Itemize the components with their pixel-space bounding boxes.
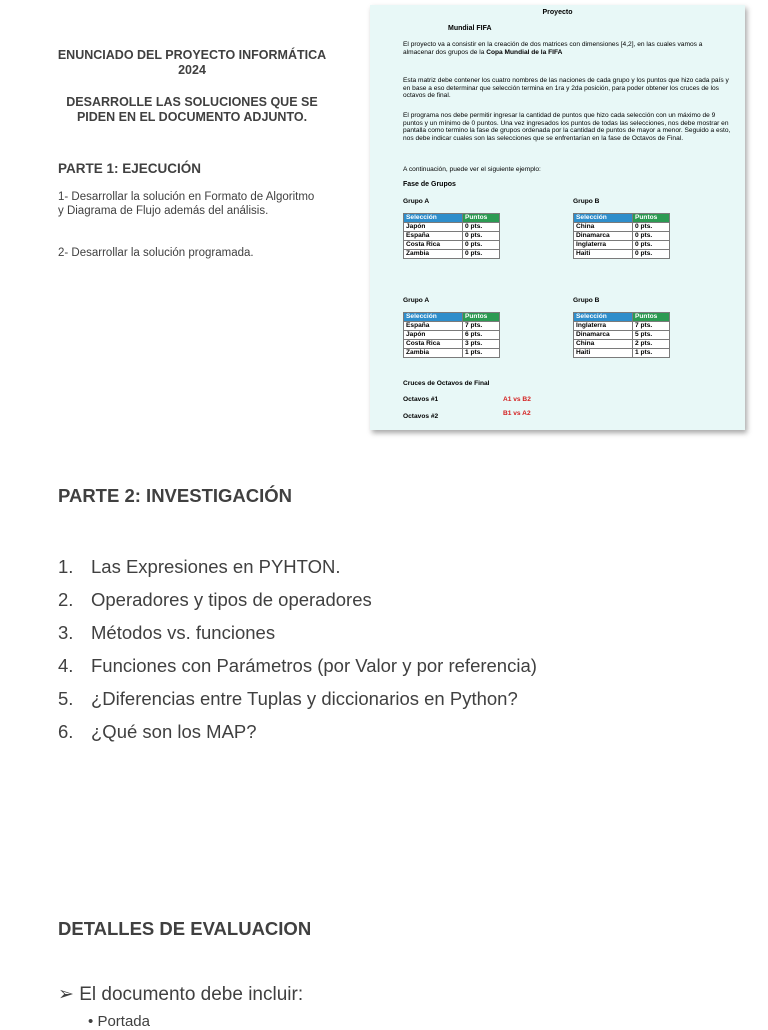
list-item-number: 4. <box>58 655 74 676</box>
octavos-2-value: B1 vs A2 <box>503 410 531 417</box>
table-grupo-a-result <box>403 312 500 358</box>
table-row <box>404 250 500 259</box>
points-cell: 0 pts. <box>463 250 500 259</box>
dot-bullet-icon: • <box>88 1013 94 1030</box>
team-cell: Japón <box>404 223 463 232</box>
team-cell: China <box>574 223 633 232</box>
col-header-puntos: Puntos <box>633 214 670 223</box>
col-header-seleccion: Selección <box>404 313 463 322</box>
evaluacion-heading: DETALLES DE EVALUACION <box>58 918 312 939</box>
instr-line-1: DESARROLLE LAS SOLUCIONES QUE SE <box>66 95 318 109</box>
embedded-project-document <box>370 5 745 430</box>
team-cell: Inglaterra <box>574 241 633 250</box>
points-cell: 1 pts. <box>633 349 670 358</box>
points-cell: 6 pts. <box>463 331 500 340</box>
table-row <box>404 349 500 358</box>
table-row <box>574 331 670 340</box>
table-row <box>574 340 670 349</box>
table-row <box>574 232 670 241</box>
parte1-item-1: 1- Desarrollar la solución en Formato de Algoritmo y Diagrama de Flujo además del análisis. <box>58 191 315 217</box>
points-cell: 3 pts. <box>463 340 500 349</box>
col-header-puntos: Puntos <box>633 313 670 322</box>
project-title <box>52 48 332 78</box>
doc-paragraph-1-text: El proyecto va a consistir en la creación de dos matrices con dimensiones [4,2], en las cuales vamos a almacenar dos grupos de la <box>403 41 703 56</box>
octavos-1-value: A1 vs B2 <box>503 396 531 403</box>
team-cell: España <box>404 322 463 331</box>
doc-cruces-heading: Cruces de Octavos de Final <box>403 380 490 387</box>
list-item-number: 1. <box>58 556 74 577</box>
grupo-b-label-2: Grupo B <box>573 297 600 304</box>
table-row <box>574 223 670 232</box>
team-cell: China <box>574 340 633 349</box>
arrow-bullet-icon: ➢ <box>58 984 74 1005</box>
grupo-a-label-2: Grupo A <box>403 297 430 304</box>
parte2-heading: PARTE 2: INVESTIGACIÓN <box>58 485 293 506</box>
parte2-list <box>58 550 537 748</box>
team-cell: Inglaterra <box>574 322 633 331</box>
list-item-number: 2. <box>58 589 74 610</box>
col-header-puntos: Puntos <box>463 313 500 322</box>
team-cell: Haiti <box>574 349 633 358</box>
table-row <box>574 349 670 358</box>
table-grupo-b-result <box>573 312 670 358</box>
table-grupo-a-initial <box>403 213 500 259</box>
points-cell: 0 pts. <box>633 241 670 250</box>
doc-header-mundial: Mundial FIFA <box>448 25 492 32</box>
doc-paragraph-1 <box>403 41 733 56</box>
title-line-1: ENUNCIADO DEL PROYECTO INFORMÁTICA <box>57 48 327 62</box>
list-item <box>58 583 537 616</box>
table-header-row <box>574 313 670 322</box>
sub-bullet-text: Portada <box>97 1013 150 1030</box>
instructions <box>52 95 332 125</box>
instr-line-2: PIDEN EN EL DOCUMENTO ADJUNTO. <box>76 110 308 124</box>
doc-fase-grupos: Fase de Grupos <box>403 181 456 188</box>
team-cell: Zambia <box>404 349 463 358</box>
team-cell: Dinamarca <box>574 331 633 340</box>
table-row <box>404 340 500 349</box>
doc-paragraph-1-bold: Copa Mundial de la FIFA <box>486 48 563 56</box>
grupo-b-label: Grupo B <box>573 198 600 205</box>
list-item-text: ¿Qué son los MAP? <box>91 721 257 742</box>
team-cell: Costa Rica <box>404 340 463 349</box>
points-cell: 0 pts. <box>633 223 670 232</box>
col-header-seleccion: Selección <box>574 214 633 223</box>
team-cell: Haiti <box>574 250 633 259</box>
list-item-text: Funciones con Parámetros (por Valor y por referencia) <box>91 655 537 676</box>
table-grupo-b-initial <box>573 213 670 259</box>
octavos-1-label: Octavos #1 <box>403 396 439 403</box>
table-row <box>404 331 500 340</box>
doc-paragraph-3: El programa nos debe permitir ingresar la cantidad de puntos que hizo cada selección con un máximo de 9 puntos y un mínimo de 0 puntos. Una vez ingresados los puntos de todas las selecciones, nos debe mostrar en pantalla como termino la fase de grupos ordenada por la cantidad de puntos de mayor a menor. Seguido a esto, nos debe indicar cuales son las selecciones que se enfrentarían en la fase de Octavos de Final. <box>403 112 731 142</box>
col-header-seleccion: Selección <box>404 214 463 223</box>
points-cell: 0 pts. <box>463 223 500 232</box>
list-item <box>58 649 537 682</box>
list-item-text: Métodos vs. funciones <box>91 622 276 643</box>
col-header-puntos: Puntos <box>463 214 500 223</box>
list-item-text: ¿Diferencias entre Tuplas y diccionarios en Python? <box>91 688 518 709</box>
octavos-2-label: Octavos #2 <box>403 413 439 420</box>
doc-paragraph-2: Esta matriz debe contener los cuatro nombres de las naciones de cada grupo y los puntos que hizo cada país y en base a eso determinar que selección termina en 1ra y 2da posición, para poder obtener los cruces de los octavos de final. <box>403 77 729 100</box>
team-cell: Dinamarca <box>574 232 633 241</box>
list-item <box>58 550 537 583</box>
table-row <box>574 322 670 331</box>
points-cell: 1 pts. <box>463 349 500 358</box>
evaluacion-bullet-text: El documento debe incluir: <box>79 984 304 1005</box>
team-cell: España <box>404 232 463 241</box>
list-item-number: 6. <box>58 721 74 742</box>
list-item <box>58 616 537 649</box>
list-item-number: 3. <box>58 622 74 643</box>
title-line-2: 2024 <box>178 63 206 77</box>
points-cell: 0 pts. <box>463 241 500 250</box>
table-row <box>574 250 670 259</box>
list-item <box>58 682 537 715</box>
points-cell: 0 pts. <box>633 232 670 241</box>
list-item-text: Operadores y tipos de operadores <box>91 589 372 610</box>
list-item <box>58 715 537 748</box>
team-cell: Japón <box>404 331 463 340</box>
table-row <box>574 241 670 250</box>
col-header-seleccion: Selección <box>574 313 633 322</box>
table-row <box>404 241 500 250</box>
list-item-number: 5. <box>58 688 74 709</box>
points-cell: 0 pts. <box>463 232 500 241</box>
table-header-row <box>404 313 500 322</box>
evaluacion-sub-bullet <box>88 1013 150 1030</box>
grupo-a-label: Grupo A <box>403 198 430 205</box>
parte1-heading: PARTE 1: EJECUCIÓN <box>58 161 202 176</box>
team-cell: Costa Rica <box>404 241 463 250</box>
doc-paragraph-4: A continuación, puede ver el siguiente ejemplo: <box>403 166 541 173</box>
team-cell: Zambia <box>404 250 463 259</box>
table-header-row <box>574 214 670 223</box>
points-cell: 7 pts. <box>463 322 500 331</box>
list-item-text: Las Expresiones en PYHTON. <box>91 556 341 577</box>
evaluacion-bullet <box>58 983 303 1006</box>
table-row <box>404 232 500 241</box>
parte1-item-2: 2- Desarrollar la solución programada. <box>58 247 254 259</box>
points-cell: 5 pts. <box>633 331 670 340</box>
points-cell: 7 pts. <box>633 322 670 331</box>
table-row <box>404 322 500 331</box>
table-header-row <box>404 214 500 223</box>
doc-header-proyecto: Proyecto <box>542 9 573 16</box>
points-cell: 0 pts. <box>633 250 670 259</box>
points-cell: 2 pts. <box>633 340 670 349</box>
table-row <box>404 223 500 232</box>
